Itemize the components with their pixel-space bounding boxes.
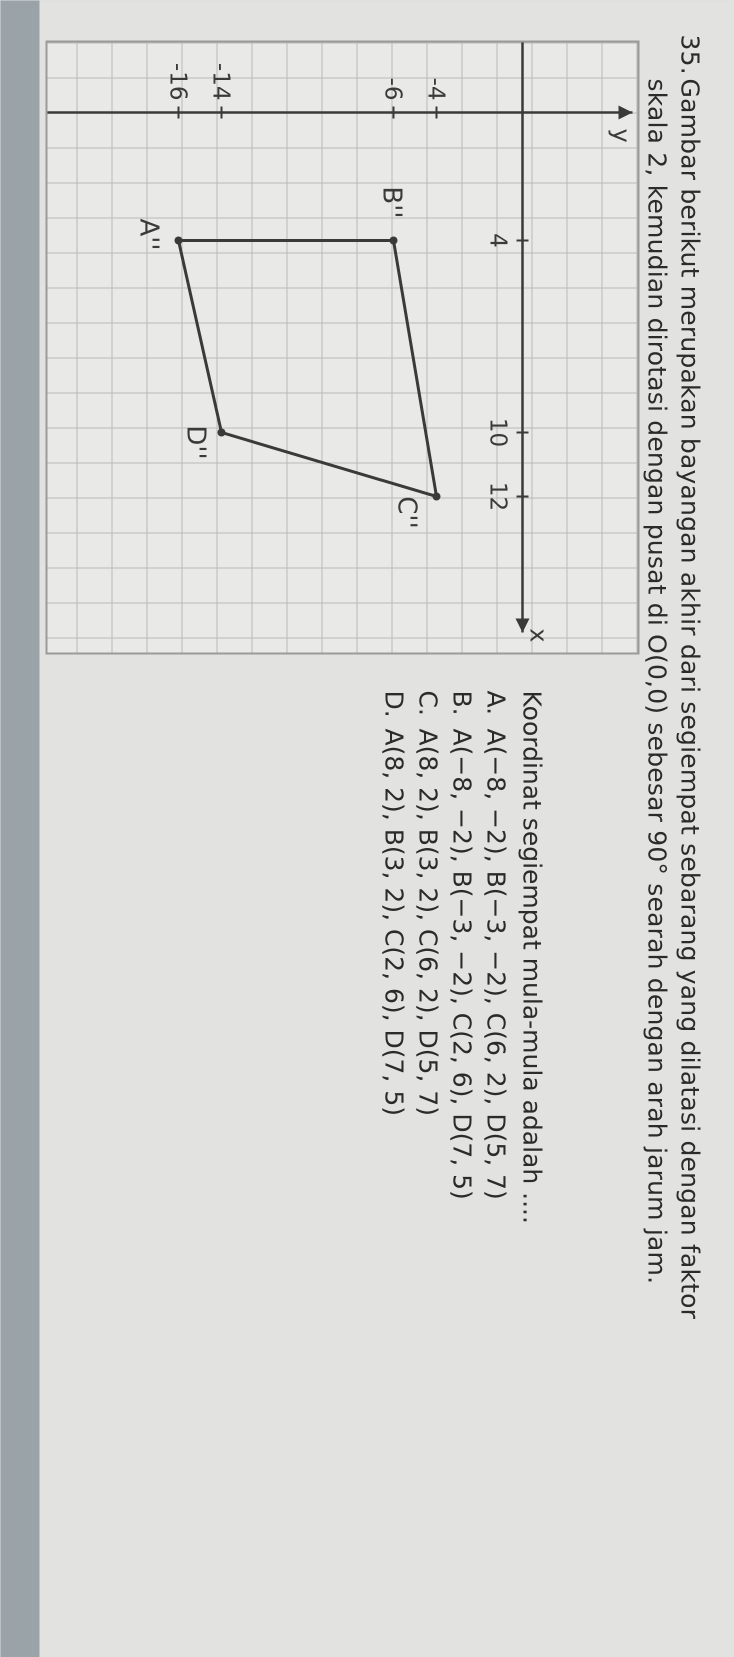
y-tick-label-0: -4 — [422, 77, 448, 100]
vertex-point-2 — [432, 492, 440, 500]
y-axis-label: y — [607, 128, 635, 143]
option-c[interactable] — [413, 690, 442, 1116]
question-number: 35. — [675, 34, 704, 75]
option-b[interactable] — [447, 690, 476, 1199]
y-axis-arrow — [618, 105, 632, 119]
coordinate-grid — [45, 40, 639, 654]
y-tick-label-3: -16 — [164, 62, 190, 100]
question-text-line-2: skala 2, kemudian dirotasi dengan pusat di O(0,0) sebesar 90° searah dengan arah jarum jam. — [642, 78, 671, 1284]
table-surface — [0, 0, 39, 1657]
option-d[interactable] — [379, 690, 408, 1116]
option-c-text: A(8, 2), B(3, 2), C(6, 2), D(5, 7) — [413, 728, 442, 1116]
vertex-label-2: C'' — [391, 495, 421, 529]
x-tick-label-1: 10 — [484, 417, 510, 447]
option-d-text: A(8, 2), B(3, 2), C(2, 6), D(7, 5) — [379, 728, 408, 1116]
vertex-label-1: B'' — [376, 185, 406, 219]
vertex-point-0 — [174, 236, 182, 244]
y-tick-label-1: -6 — [379, 77, 405, 100]
quadrilateral-image — [178, 240, 436, 496]
x-axis-label: x — [524, 627, 552, 642]
option-a[interactable] — [481, 690, 510, 1199]
vertex-point-3 — [217, 428, 225, 436]
vertex-label-0: A'' — [133, 217, 163, 251]
y-tick-label-2: -14 — [207, 62, 233, 100]
option-d-letter: D. — [379, 690, 408, 718]
option-a-letter: A. — [481, 690, 510, 715]
coordinate-plot — [47, 42, 637, 652]
option-a-text: A(−8, −2), B(−3, −2), C(6, 2), D(5, 7) — [481, 728, 510, 1200]
vertex-label-3: D'' — [180, 424, 210, 460]
option-c-letter: C. — [413, 690, 442, 716]
option-b-text: A(−8, −2), B(−3, −2), C(2, 6), D(7, 5) — [447, 728, 476, 1200]
x-tick-label-2: 12 — [484, 481, 510, 511]
vertex-point-1 — [389, 236, 397, 244]
x-tick-label-0: 4 — [484, 232, 510, 248]
answer-prompt: Koordinat segiempat mula-mula adalah .... — [517, 690, 546, 1224]
question-text-line-1: Gambar berikut merupakan bayangan akhir dari segiempat sebarang yang dilatasi dengan faktor — [675, 78, 704, 1319]
option-b-letter: B. — [447, 690, 476, 716]
